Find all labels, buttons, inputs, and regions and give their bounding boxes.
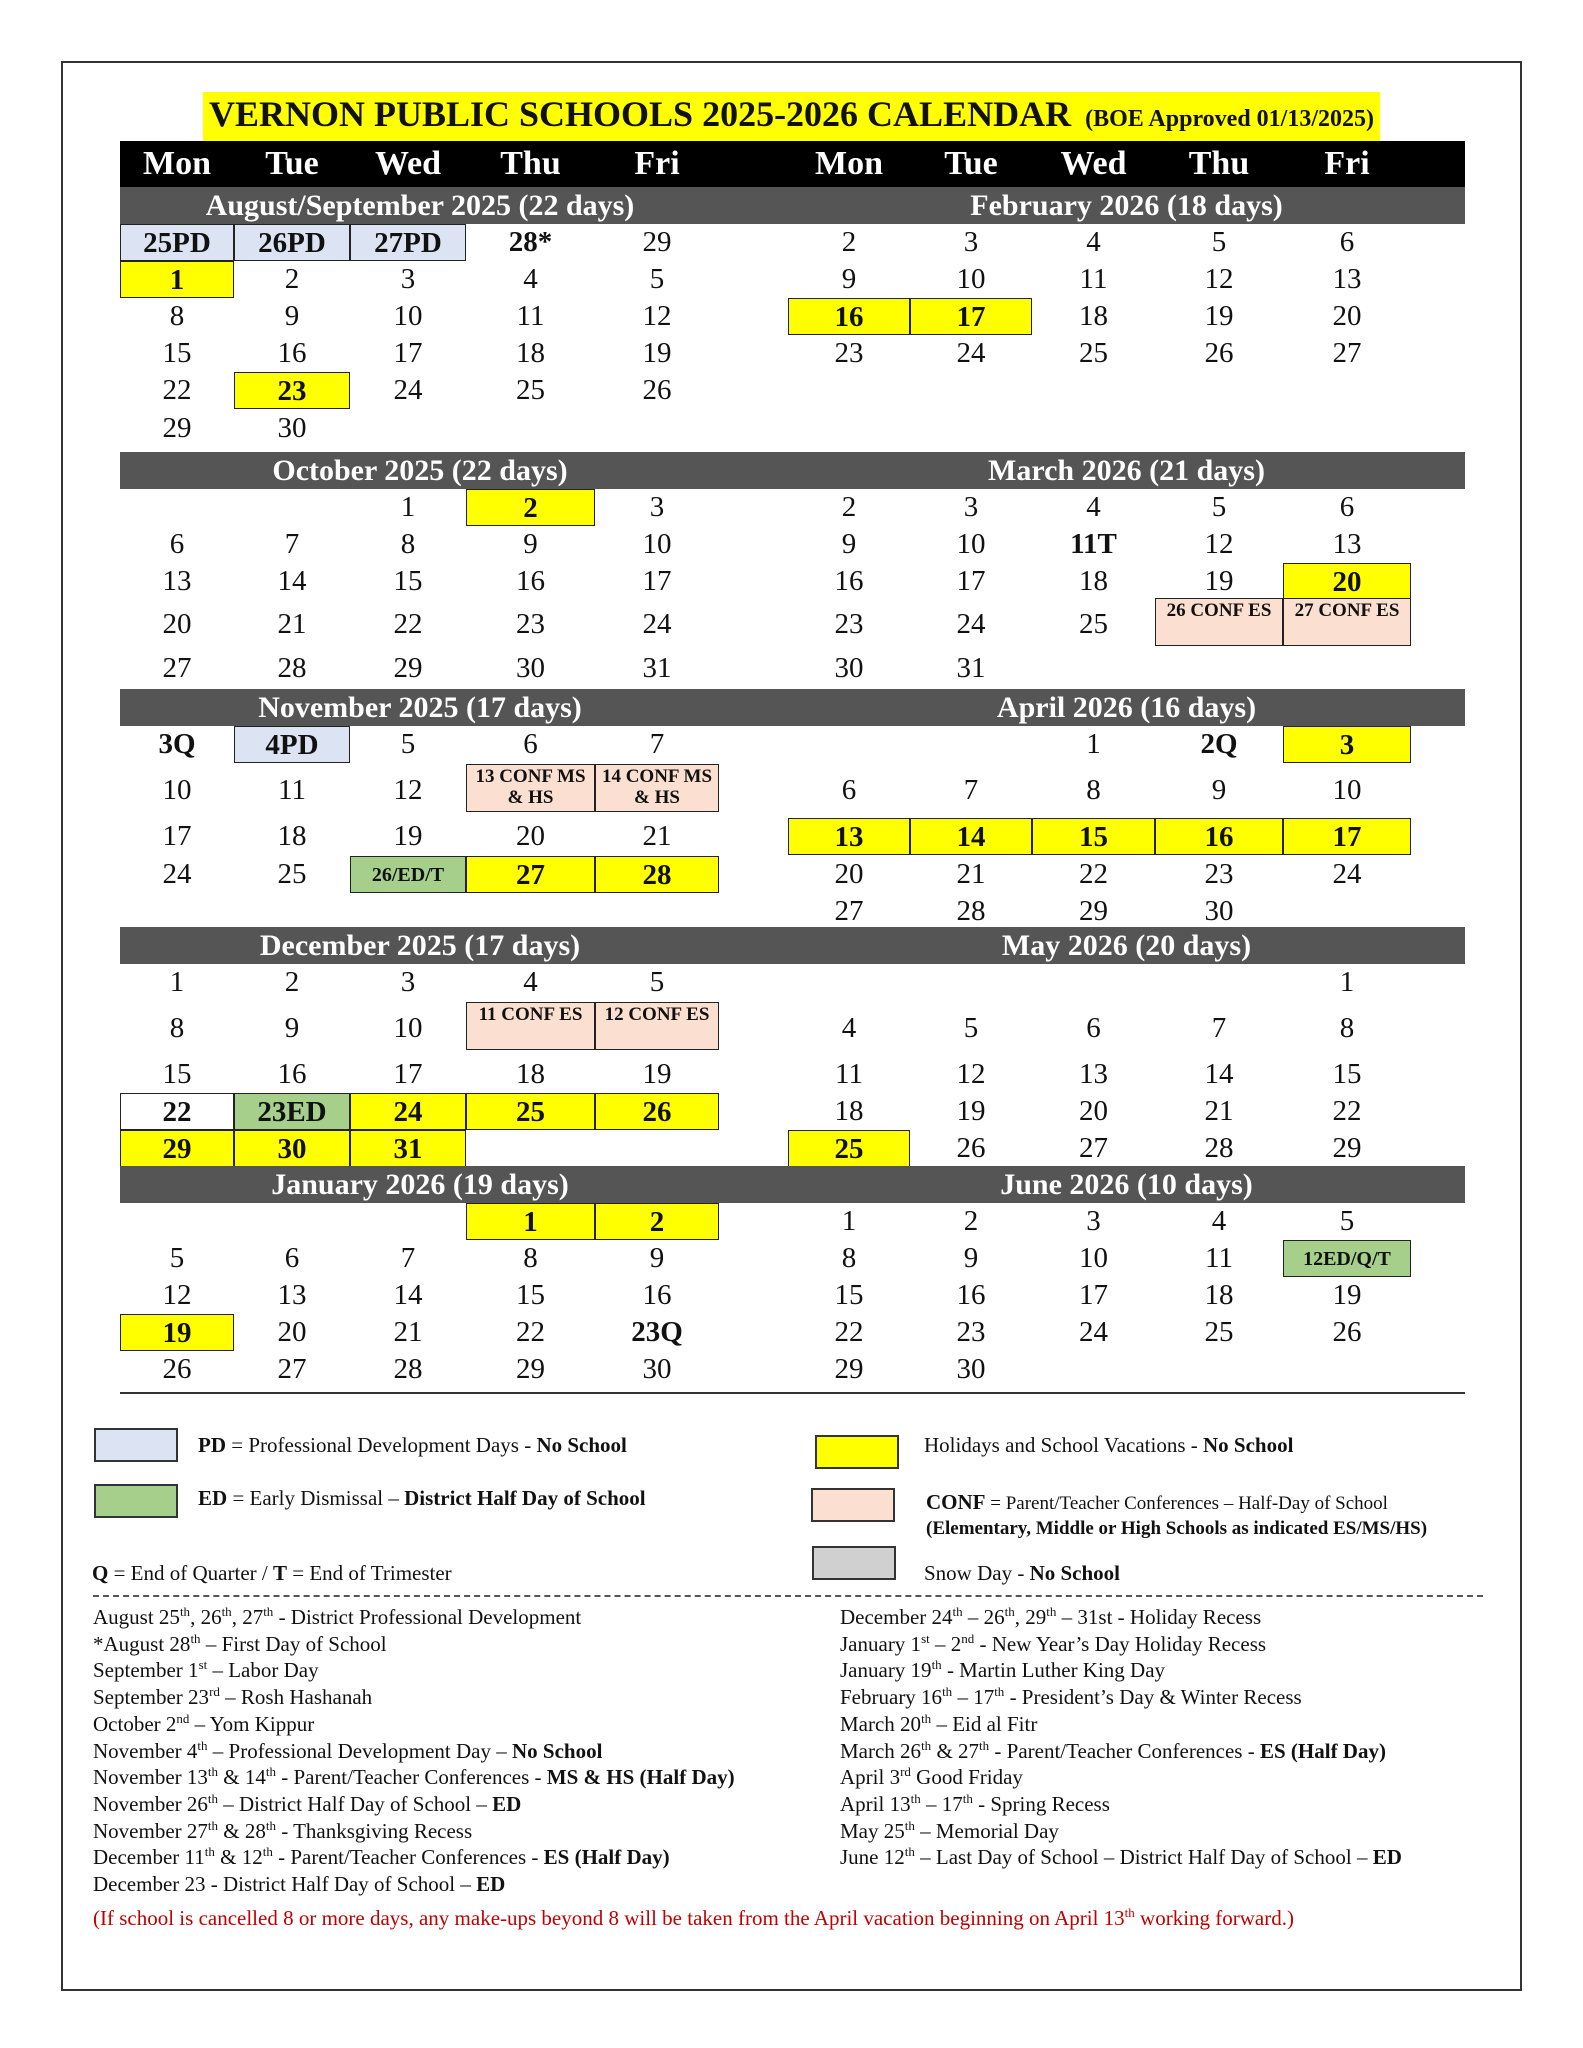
day-cell: 6 bbox=[1339, 226, 1355, 258]
day-cell: 12 bbox=[162, 1279, 192, 1311]
day-cell: 9 bbox=[649, 1242, 665, 1274]
legend-ed: ED = Early Dismissal – District Half Day of School bbox=[198, 1486, 646, 1510]
day-cell: 8 bbox=[400, 528, 416, 560]
day-cell: 2 bbox=[466, 489, 595, 526]
note-line: June 12th – Last Day of School – District Half Day of School – ED bbox=[840, 1844, 1402, 1870]
day-cell: 2 bbox=[284, 966, 300, 998]
day-cell: 13 bbox=[162, 565, 192, 597]
month-title: February 2026 (18 days) bbox=[970, 189, 1283, 222]
day-cell: 9 bbox=[841, 528, 857, 560]
weekday-header-left bbox=[120, 141, 788, 187]
day-cell: 13 bbox=[1332, 263, 1362, 295]
day-cell: 5 bbox=[169, 1242, 185, 1274]
day-cell: 25 bbox=[466, 1093, 595, 1130]
day-cell: 29 bbox=[120, 1130, 234, 1167]
day-cell: 29 bbox=[642, 226, 672, 258]
note-line: *August 28th – First Day of School bbox=[93, 1630, 387, 1656]
day-cell: 6 bbox=[1339, 491, 1355, 523]
day-cell: 26 bbox=[595, 1093, 719, 1130]
day-cell: 30 bbox=[642, 1353, 672, 1385]
day-cell: 22 bbox=[834, 1316, 864, 1348]
day-cell: 5 bbox=[400, 728, 416, 760]
day-cell: 20 bbox=[1283, 563, 1411, 600]
day-cell: 16 bbox=[788, 298, 910, 335]
day-cell: 9 bbox=[284, 300, 300, 332]
day-cell: 14 bbox=[1204, 1058, 1234, 1090]
day-cell: 6 bbox=[523, 728, 538, 760]
note-line: January 19th - Martin Luther King Day bbox=[840, 1657, 1166, 1683]
day-cell: 4 bbox=[1086, 226, 1101, 258]
title-text: VERNON PUBLIC SCHOOLS 2025-2026 CALENDAR bbox=[208, 94, 1072, 134]
day-cell: 26/ED/T bbox=[350, 856, 466, 893]
day-cell: 8 bbox=[841, 1242, 857, 1274]
day-cell: 7 bbox=[1211, 1012, 1227, 1044]
day-cell: 26 bbox=[1204, 337, 1234, 369]
day-cell: 23 bbox=[1204, 858, 1234, 890]
day-cell: 2 bbox=[841, 226, 857, 258]
day-cell: 25 bbox=[788, 1130, 910, 1167]
calendar-bottom-rule bbox=[120, 1392, 1465, 1394]
day-cell: 26 bbox=[956, 1132, 986, 1164]
day-cell: 9 bbox=[841, 263, 857, 295]
legend-ed-swatch bbox=[94, 1484, 178, 1518]
weekday-tue: Tue bbox=[265, 145, 319, 182]
day-cell: 16 bbox=[1155, 818, 1283, 855]
day-cell: 11 bbox=[1205, 1242, 1233, 1274]
note-line: February 16th – 17th - President’s Day & Winter Recess bbox=[840, 1684, 1302, 1710]
legend-holiday: Holidays and School Vacations - No School bbox=[924, 1433, 1294, 1457]
day-cell: 30 bbox=[956, 1353, 986, 1385]
day-cell: 15 bbox=[516, 1279, 545, 1311]
day-cell: 3 bbox=[1283, 726, 1411, 763]
day-cell: 29 bbox=[516, 1353, 545, 1385]
note-line: November 27th & 28th - Thanksgiving Recess bbox=[93, 1817, 473, 1843]
month-title: November 2025 (17 days) bbox=[258, 691, 582, 724]
day-cell: 21 bbox=[956, 858, 986, 890]
day-cell: 12 bbox=[956, 1058, 986, 1090]
day-cell: 10 bbox=[1079, 1242, 1108, 1274]
month-header-oct bbox=[120, 452, 788, 489]
day-cell: 23 bbox=[234, 372, 350, 409]
day-cell: 10 bbox=[642, 528, 672, 560]
month-title: December 2025 (17 days) bbox=[259, 929, 581, 962]
note-line: May 25th – Memorial Day bbox=[840, 1817, 1059, 1843]
day-cell: 30 bbox=[834, 652, 864, 684]
month-header-jan bbox=[120, 1166, 788, 1203]
day-cell: 30 bbox=[1204, 895, 1234, 927]
day-cell: 29 bbox=[1332, 1132, 1362, 1164]
day-cell: 10 bbox=[956, 263, 986, 295]
day-cell: 6 bbox=[284, 1242, 300, 1274]
day-cell: 11T bbox=[1070, 528, 1117, 560]
note-line: November 26th – District Half Day of School – ED bbox=[93, 1790, 522, 1816]
day-cell: 10 bbox=[956, 528, 986, 560]
day-cell: 29 bbox=[1079, 895, 1108, 927]
day-cell: 10 bbox=[393, 1012, 423, 1044]
day-cell: 22 bbox=[1079, 858, 1108, 890]
day-cell: 25PD bbox=[120, 224, 234, 261]
legend-conf-note: (Elementary, Middle or High Schools as indicated ES/MS/HS) bbox=[926, 1518, 1428, 1539]
day-cell: 26 CONF ES bbox=[1155, 598, 1283, 646]
day-cell: 26 bbox=[642, 374, 672, 406]
day-cell: 24 bbox=[1079, 1316, 1108, 1348]
day-cell: 20 bbox=[162, 608, 192, 640]
day-cell: 28 bbox=[1204, 1132, 1234, 1164]
note-line: December 24th – 26th, 29th – 31st - Holiday Recess bbox=[840, 1604, 1262, 1629]
day-cell: 30 bbox=[277, 412, 307, 444]
day-cell: 16 bbox=[956, 1279, 986, 1311]
day-cell: 18 bbox=[1204, 1279, 1234, 1311]
day-cell: 5 bbox=[1339, 1205, 1355, 1237]
day-cell: 22 bbox=[393, 608, 423, 640]
day-cell: 9 bbox=[523, 528, 538, 560]
day-cell: 9 bbox=[1211, 774, 1227, 806]
day-cell: 4 bbox=[1211, 1205, 1227, 1237]
day-cell: 6 bbox=[841, 774, 857, 806]
day-cell: 5 bbox=[1211, 226, 1227, 258]
day-cell: 27PD bbox=[350, 224, 466, 261]
day-cell: 28 bbox=[956, 895, 986, 927]
note-line: August 25th, 26th, 27th - District Professional Development bbox=[93, 1604, 582, 1629]
day-cell: 13 bbox=[277, 1279, 307, 1311]
weekday-fri: Fri bbox=[634, 145, 680, 182]
day-cell: 17 bbox=[956, 565, 986, 597]
day-cell: 1 bbox=[400, 491, 416, 523]
note-line: January 1st – 2nd - New Year’s Day Holiday Recess bbox=[840, 1630, 1267, 1656]
day-cell: 9 bbox=[284, 1012, 300, 1044]
day-cell: 15 bbox=[1032, 818, 1155, 855]
legend-pd: PD = Professional Development Days - No School bbox=[198, 1433, 627, 1457]
month-header-apr bbox=[788, 689, 1465, 726]
note-line: November 4th – Professional Development Day – No School bbox=[93, 1737, 603, 1763]
day-cell: 12 CONF ES bbox=[595, 1002, 719, 1050]
day-cell: 16 bbox=[277, 1058, 307, 1090]
day-cell: 20 bbox=[1332, 300, 1362, 332]
day-cell: 23 bbox=[516, 608, 545, 640]
legend-pd-swatch bbox=[94, 1428, 178, 1462]
day-cell: 8 bbox=[523, 1242, 538, 1274]
day-cell: 3 bbox=[963, 226, 979, 258]
day-cell: 13 bbox=[1332, 528, 1362, 560]
legend-q-t: Q = End of Quarter / T = End of Trimester bbox=[92, 1561, 452, 1585]
day-cell: 3 bbox=[963, 491, 979, 523]
day-cell: 24 bbox=[956, 608, 986, 640]
legend-holiday-swatch bbox=[815, 1435, 899, 1469]
day-cell: 1 bbox=[1339, 966, 1355, 998]
day-cell: 1 bbox=[841, 1205, 857, 1237]
day-cell: 16 bbox=[277, 337, 307, 369]
month-title: April 2026 (16 days) bbox=[996, 691, 1257, 724]
note-line: December 11th & 12th - Parent/Teacher Conferences - ES (Half Day) bbox=[93, 1844, 670, 1870]
day-cell: 7 bbox=[649, 728, 665, 760]
legend-snow: Snow Day - No School bbox=[924, 1561, 1121, 1585]
day-cell: 24 bbox=[642, 608, 672, 640]
month-header-feb bbox=[788, 187, 1465, 224]
day-cell: 7 bbox=[284, 528, 300, 560]
day-cell: 4 bbox=[523, 966, 538, 998]
day-cell: 22 bbox=[516, 1316, 545, 1348]
day-cell: 2 bbox=[963, 1205, 979, 1237]
day-cell: 24 bbox=[393, 374, 423, 406]
day-cell: 2 bbox=[284, 263, 300, 295]
note-line: March 20th – Eid al Fitr bbox=[840, 1710, 1038, 1736]
day-cell: 3 bbox=[1086, 1205, 1101, 1237]
day-cell: 19 bbox=[642, 1058, 672, 1090]
day-cell: 25 bbox=[1079, 608, 1108, 640]
day-cell: 29 bbox=[162, 412, 192, 444]
day-cell: 6 bbox=[1086, 1012, 1101, 1044]
day-cell: 19 bbox=[393, 820, 423, 852]
day-cell: 15 bbox=[162, 337, 192, 369]
day-cell: 24 bbox=[956, 337, 986, 369]
day-cell: 19 bbox=[1204, 300, 1234, 332]
day-cell: 25 bbox=[516, 374, 545, 406]
day-cell: 4 bbox=[841, 1012, 857, 1044]
day-cell: 17 bbox=[910, 298, 1032, 335]
weekday-thu: Thu bbox=[500, 145, 561, 182]
day-cell: 28* bbox=[508, 226, 553, 258]
day-cell: 12 bbox=[393, 774, 423, 806]
note-line: April 3rd Good Friday bbox=[840, 1764, 1023, 1790]
day-cell: 11 CONF ES bbox=[466, 1002, 595, 1050]
day-cell: 18 bbox=[834, 1095, 864, 1127]
day-cell: 31 bbox=[956, 652, 986, 684]
day-cell: 26 bbox=[1332, 1316, 1362, 1348]
note-line: April 13th – 17th - Spring Recess bbox=[840, 1790, 1110, 1816]
day-cell: 27 bbox=[1332, 337, 1362, 369]
weekday-wed: Wed bbox=[374, 145, 442, 182]
day-cell: 10 bbox=[1332, 774, 1362, 806]
weekday-fri: Fri bbox=[1324, 145, 1370, 182]
day-cell: 23 bbox=[956, 1316, 986, 1348]
day-cell: 14 CONF MS & HS bbox=[595, 764, 719, 812]
day-cell: 17 bbox=[1283, 818, 1411, 855]
day-cell: 21 bbox=[277, 608, 307, 640]
day-cell: 13 bbox=[1079, 1058, 1108, 1090]
day-cell: 1 bbox=[120, 261, 234, 298]
note-line: November 13th & 14th - Parent/Teacher Conferences - MS & HS (Half Day) bbox=[93, 1764, 735, 1790]
day-cell: 7 bbox=[400, 1242, 416, 1274]
day-cell: 17 bbox=[393, 337, 423, 369]
day-cell: 26PD bbox=[234, 224, 350, 261]
day-cell: 10 bbox=[162, 774, 192, 806]
month-header-may bbox=[788, 927, 1465, 964]
day-cell: 8 bbox=[1339, 1012, 1355, 1044]
day-cell: 8 bbox=[1086, 774, 1101, 806]
day-cell: 23 bbox=[834, 337, 864, 369]
day-cell: 25 bbox=[1079, 337, 1108, 369]
day-cell: 2Q bbox=[1200, 728, 1238, 760]
day-cell: 19 bbox=[1204, 565, 1234, 597]
day-cell: 21 bbox=[642, 820, 672, 852]
day-cell: 6 bbox=[169, 528, 185, 560]
day-cell: 29 bbox=[834, 1353, 864, 1385]
day-cell: 2 bbox=[841, 491, 857, 523]
title-bar bbox=[0, 92, 1583, 141]
day-cell: 11 bbox=[835, 1058, 863, 1090]
day-cell: 12 bbox=[642, 300, 672, 332]
day-cell: 29 bbox=[393, 652, 423, 684]
legend-conf-swatch bbox=[811, 1488, 895, 1522]
month-header-mar bbox=[788, 452, 1465, 489]
month-title: June 2026 (10 days) bbox=[1000, 1168, 1253, 1201]
make-up-day-note: (If school is cancelled 8 or more days, any make-ups beyond 8 will be taken from the April vacation beginning on April 13th working forward.) bbox=[93, 1905, 1294, 1930]
day-cell: 17 bbox=[642, 565, 672, 597]
weekday-mon: Mon bbox=[143, 145, 211, 182]
day-cell: 23 bbox=[834, 608, 864, 640]
day-cell: 20 bbox=[277, 1316, 307, 1348]
day-cell: 20 bbox=[1079, 1095, 1108, 1127]
legend-snow-swatch bbox=[812, 1546, 896, 1580]
note-line: September 23rd – Rosh Hashanah bbox=[93, 1684, 373, 1710]
day-cell: 21 bbox=[393, 1316, 423, 1348]
day-cell: 13 bbox=[788, 818, 910, 855]
month-title: January 2026 (19 days) bbox=[271, 1168, 569, 1201]
title-subtitle: (BOE Approved 01/13/2025) bbox=[1085, 106, 1375, 132]
day-cell: 19 bbox=[642, 337, 672, 369]
day-cell: 18 bbox=[516, 337, 545, 369]
legend-conf: CONF = Parent/Teacher Conferences – Half-Day of School bbox=[926, 1490, 1388, 1514]
day-cell: 21 bbox=[1204, 1095, 1234, 1127]
day-cell: 4 bbox=[1086, 491, 1101, 523]
day-cell: 1 bbox=[1086, 728, 1101, 760]
month-title: March 2026 (21 days) bbox=[988, 454, 1265, 487]
note-line: December 23 - District Half Day of School – ED bbox=[93, 1872, 506, 1896]
day-cell: 13 CONF MS & HS bbox=[466, 764, 595, 812]
day-cell: 19 bbox=[120, 1314, 234, 1351]
day-cell: 11 bbox=[516, 300, 545, 332]
day-cell: 15 bbox=[162, 1058, 192, 1090]
day-cell: 14 bbox=[393, 1279, 423, 1311]
month-header-aug bbox=[120, 187, 788, 224]
day-cell: 15 bbox=[1332, 1058, 1362, 1090]
day-cell: 25 bbox=[1204, 1316, 1234, 1348]
day-cell: 8 bbox=[169, 1012, 185, 1044]
day-cell: 24 bbox=[350, 1093, 466, 1130]
day-cell: 23Q bbox=[631, 1316, 683, 1348]
day-cell: 27 bbox=[834, 895, 864, 927]
day-cell: 9 bbox=[963, 1242, 979, 1274]
day-cell: 5 bbox=[649, 263, 665, 295]
day-cell: 28 bbox=[595, 856, 719, 893]
day-cell: 1 bbox=[466, 1203, 595, 1240]
day-cell: 27 bbox=[1079, 1132, 1108, 1164]
day-cell: 15 bbox=[393, 565, 423, 597]
day-cell: 10 bbox=[393, 300, 423, 332]
day-cell: 27 CONF ES bbox=[1283, 598, 1411, 646]
weekday-tue: Tue bbox=[944, 145, 998, 182]
month-header-jun bbox=[788, 1166, 1465, 1203]
day-cell: 3Q bbox=[158, 728, 196, 760]
day-cell: 28 bbox=[277, 652, 307, 684]
note-line: October 2nd – Yom Kippur bbox=[93, 1710, 315, 1736]
day-cell: 24 bbox=[162, 858, 192, 890]
day-cell: 18 bbox=[516, 1058, 545, 1090]
day-cell: 20 bbox=[516, 820, 545, 852]
day-cell: 3 bbox=[649, 491, 665, 523]
weekday-header-right bbox=[788, 141, 1465, 187]
weekday-thu: Thu bbox=[1188, 145, 1250, 182]
day-cell: 16 bbox=[642, 1279, 672, 1311]
day-cell: 7 bbox=[963, 774, 979, 806]
day-cell: 20 bbox=[834, 858, 864, 890]
day-cell: 17 bbox=[393, 1058, 423, 1090]
day-cell: 22 bbox=[120, 1093, 234, 1130]
day-cell: 3 bbox=[400, 263, 416, 295]
day-cell: 22 bbox=[1332, 1095, 1362, 1127]
day-cell: 2 bbox=[595, 1203, 719, 1240]
day-cell: 19 bbox=[1332, 1279, 1362, 1311]
day-cell: 4 bbox=[523, 263, 538, 295]
day-cell: 5 bbox=[963, 1012, 979, 1044]
weekday-mon: Mon bbox=[815, 145, 883, 182]
weekday-wed: Wed bbox=[1060, 145, 1127, 182]
day-cell: 22 bbox=[162, 374, 192, 406]
day-cell: 23ED bbox=[234, 1093, 350, 1130]
day-cell: 24 bbox=[1332, 858, 1362, 890]
day-cell: 25 bbox=[277, 858, 307, 890]
day-cell: 18 bbox=[1079, 565, 1108, 597]
page-title bbox=[203, 92, 1380, 141]
day-cell: 27 bbox=[162, 652, 192, 684]
month-title: October 2025 (22 days) bbox=[272, 454, 568, 487]
day-cell: 5 bbox=[1211, 491, 1227, 523]
divider bbox=[93, 1595, 1483, 1597]
month-title: May 2026 (20 days) bbox=[1001, 929, 1252, 962]
day-cell: 30 bbox=[234, 1130, 350, 1167]
day-cell: 27 bbox=[277, 1353, 307, 1385]
day-cell: 11 bbox=[278, 774, 306, 806]
note-line: September 1st – Labor Day bbox=[93, 1657, 319, 1683]
day-cell: 26 bbox=[162, 1353, 192, 1385]
day-cell: 12 bbox=[1204, 528, 1234, 560]
month-header-dec bbox=[120, 927, 788, 964]
day-cell: 15 bbox=[834, 1279, 864, 1311]
day-cell: 1 bbox=[169, 966, 185, 998]
day-cell: 4PD bbox=[234, 726, 350, 763]
month-header-nov bbox=[120, 689, 788, 726]
day-cell: 14 bbox=[277, 565, 307, 597]
day-cell: 19 bbox=[956, 1095, 986, 1127]
day-cell: 3 bbox=[400, 966, 416, 998]
month-title: August/September 2025 (22 days) bbox=[205, 189, 635, 222]
day-cell: 16 bbox=[834, 565, 864, 597]
day-cell: 17 bbox=[162, 820, 192, 852]
day-cell: 30 bbox=[516, 652, 545, 684]
day-cell: 12 bbox=[1204, 263, 1234, 295]
day-cell: 16 bbox=[516, 565, 545, 597]
day-cell: 5 bbox=[649, 966, 665, 998]
day-cell: 14 bbox=[910, 818, 1032, 855]
day-cell: 31 bbox=[350, 1130, 466, 1167]
day-cell: 28 bbox=[393, 1353, 423, 1385]
day-cell: 18 bbox=[277, 820, 307, 852]
note-line: March 26th & 27th - Parent/Teacher Conferences - ES (Half Day) bbox=[840, 1737, 1386, 1763]
day-cell: 11 bbox=[1079, 263, 1108, 295]
day-cell: 31 bbox=[642, 652, 672, 684]
day-cell: 27 bbox=[466, 856, 595, 893]
day-cell: 8 bbox=[169, 300, 185, 332]
day-cell: 18 bbox=[1079, 300, 1108, 332]
day-cell: 17 bbox=[1079, 1279, 1108, 1311]
day-cell: 12ED/Q/T bbox=[1283, 1240, 1411, 1277]
